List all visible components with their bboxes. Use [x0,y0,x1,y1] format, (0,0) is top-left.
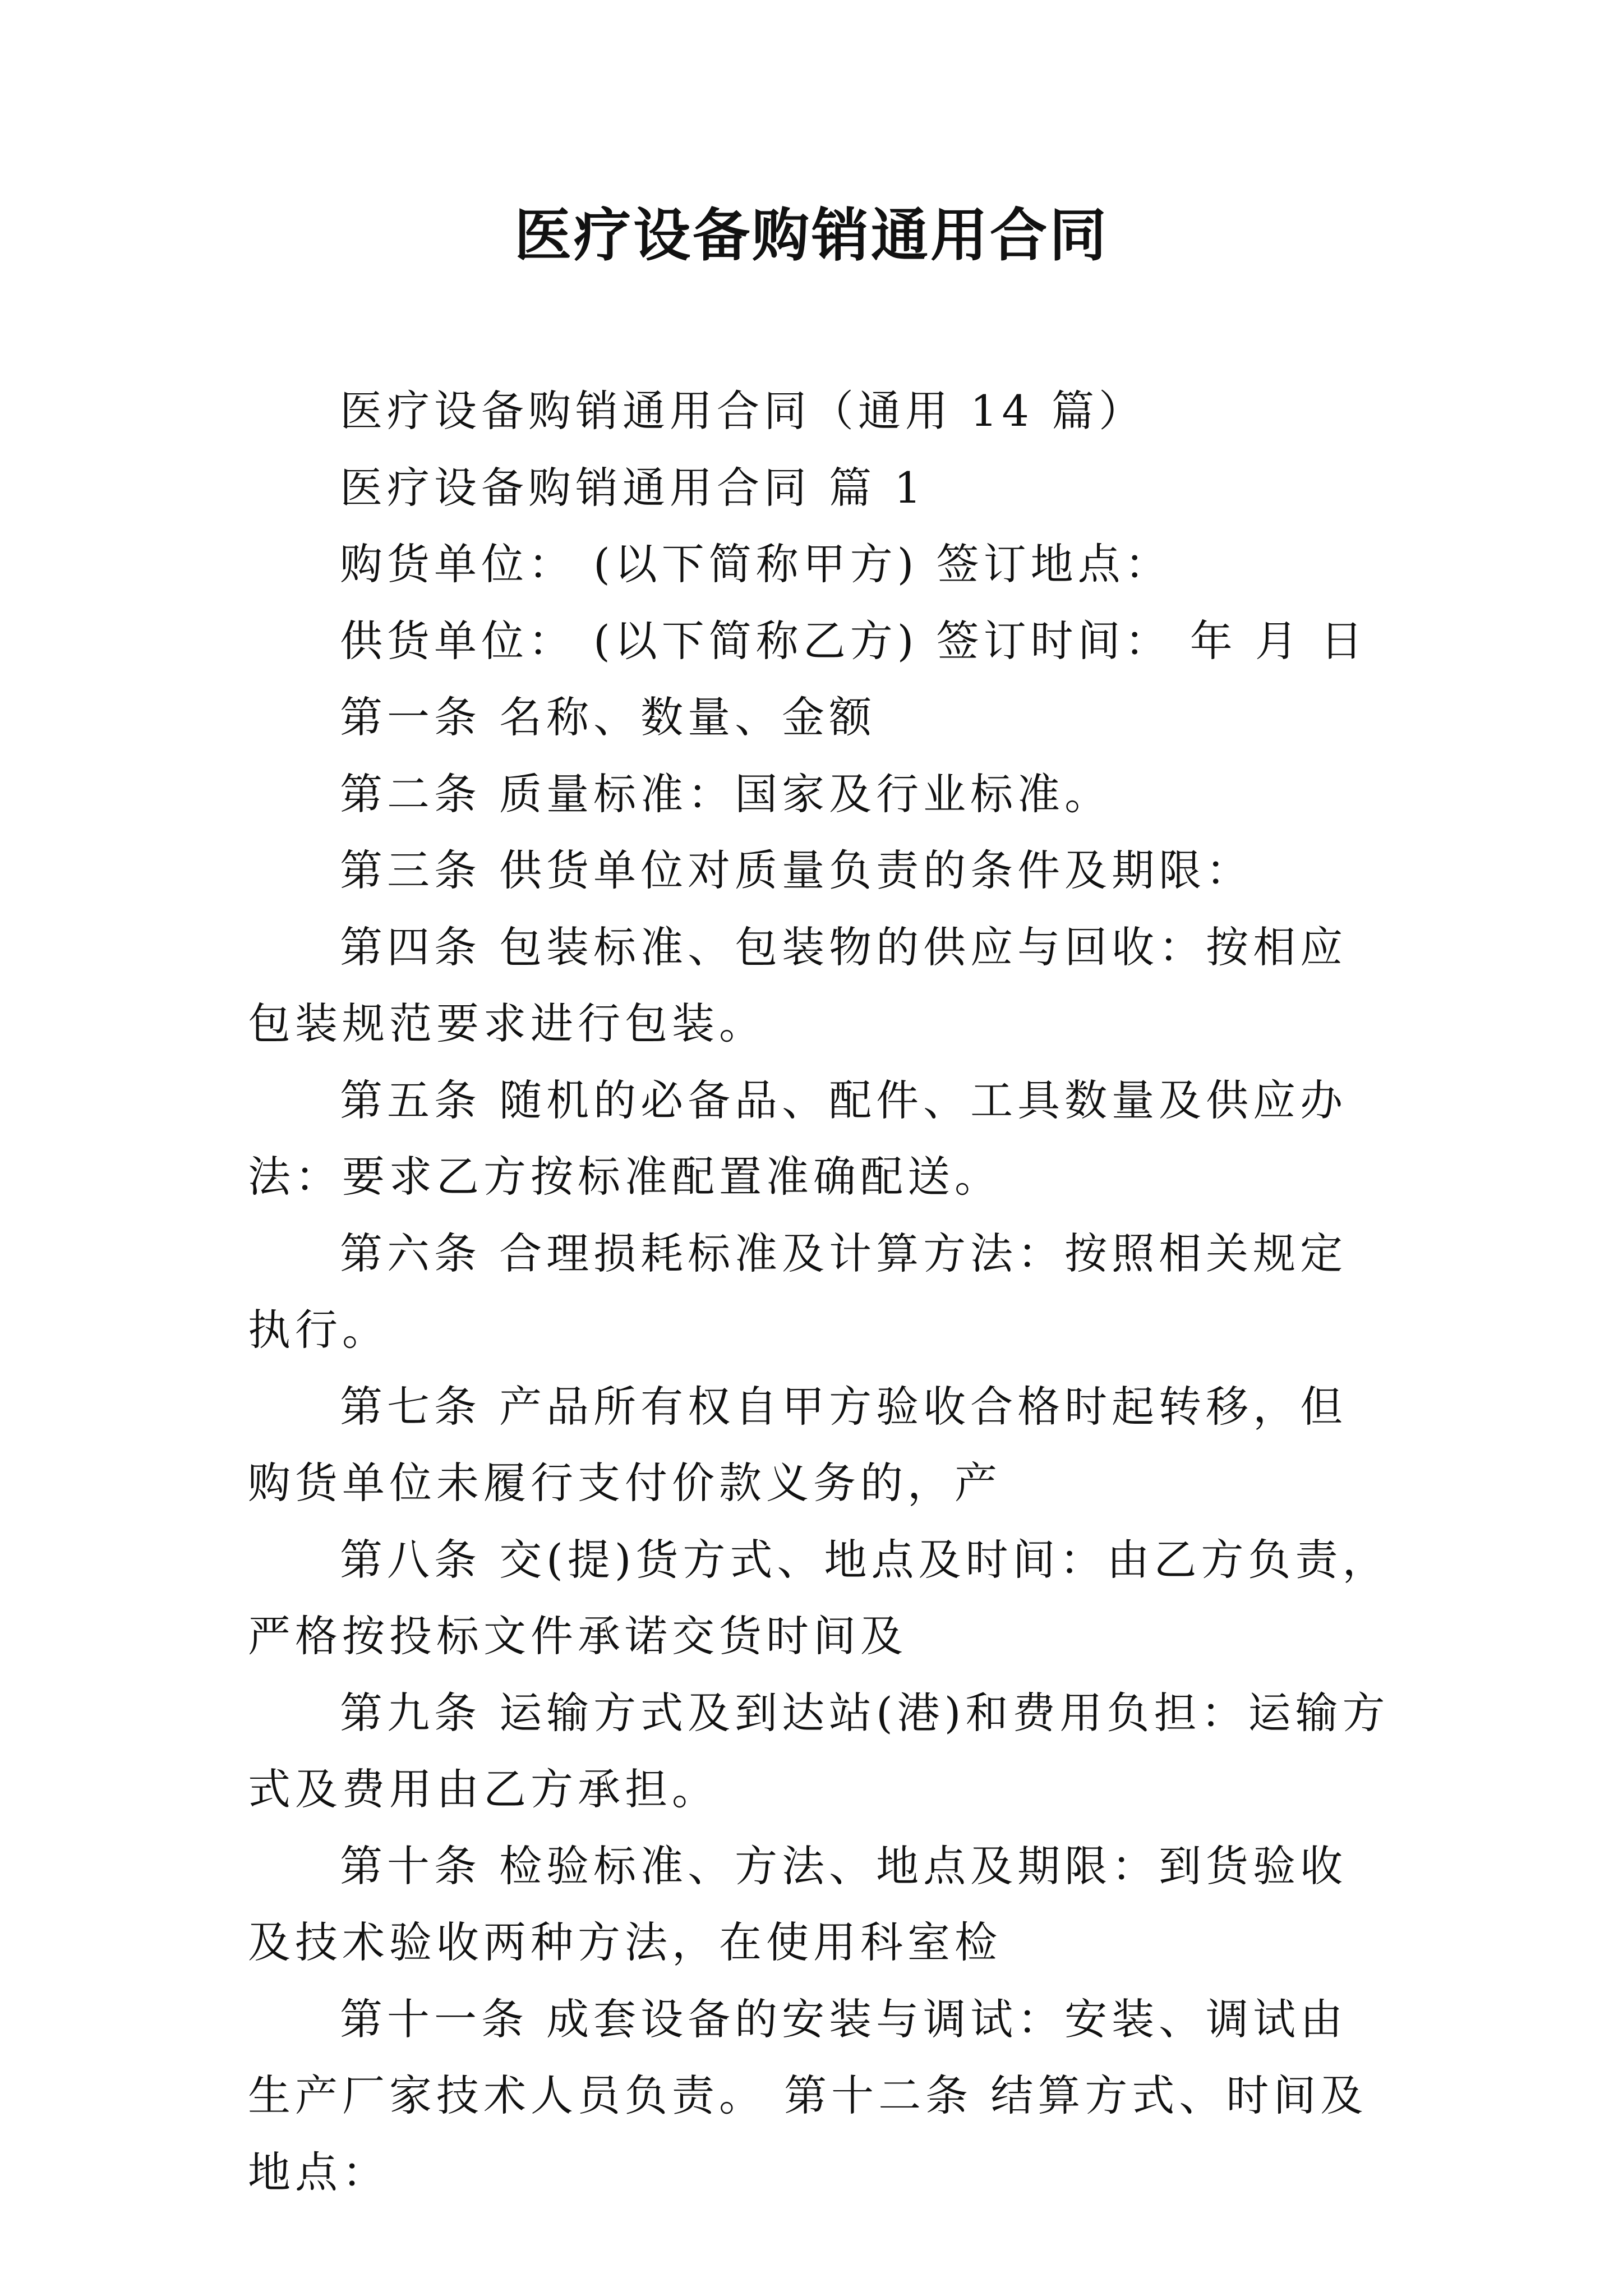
document-paragraph: 第七条 产品所有权自甲方验收合格时起转移，但购货单位未履行支付价款义务的，产 [248,1381,1348,1508]
document-paragraph: 医疗设备购销通用合同（通用 14 篇） [340,386,1146,436]
document-paragraph: 第三条 供货单位对质量负责的条件及期限： [340,845,1253,895]
document-paragraph: 第五条 随机的必备品、配件、工具数量及供应办法：要求乙方按标准配置准确配送。 [248,1075,1348,1202]
document-body [248,373,1392,2211]
document-paragraph: 第十条 检验标准、方法、地点及期限：到货验收及技术验收两种方法，在使用科室检 [248,1841,1348,1967]
document-paragraph: 第八条 交(提)货方式、地点及时间：由乙方负责，严格按投标文件承诺交货时间及 [248,1534,1390,1661]
document-paragraph: 供货单位： (以下简称乙方) 签订时间： 年 月 日 [340,615,1368,666]
document-paragraph: 第六条 合理损耗标准及计算方法：按照相关规定执行。 [248,1228,1348,1355]
document-title: 医疗设备购销通用合同 [514,202,1109,269]
document-paragraph: 第十一条 成套设备的安装与调试：安装、调试由生产厂家技术人员负责。 第十二条 结算方式、时间及地点： [248,1994,1368,2197]
document-paragraph: 购货单位： (以下简称甲方) 签订地点： [340,539,1172,589]
document-paragraph: 医疗设备购销通用合同 篇 1 [340,462,926,513]
document-paragraph: 第九条 运输方式及到达站(港)和费用负担：运输方式及费用由乙方承担。 [248,1687,1390,1814]
document-paragraph: 第二条 质量标准：国家及行业标准。 [340,769,1112,819]
document-paragraph: 第一条 名称、数量、金额 [340,692,877,742]
document-paragraph: 第四条 包装标准、包装物的供应与回收：按相应包装规范要求进行包装。 [248,922,1348,1048]
